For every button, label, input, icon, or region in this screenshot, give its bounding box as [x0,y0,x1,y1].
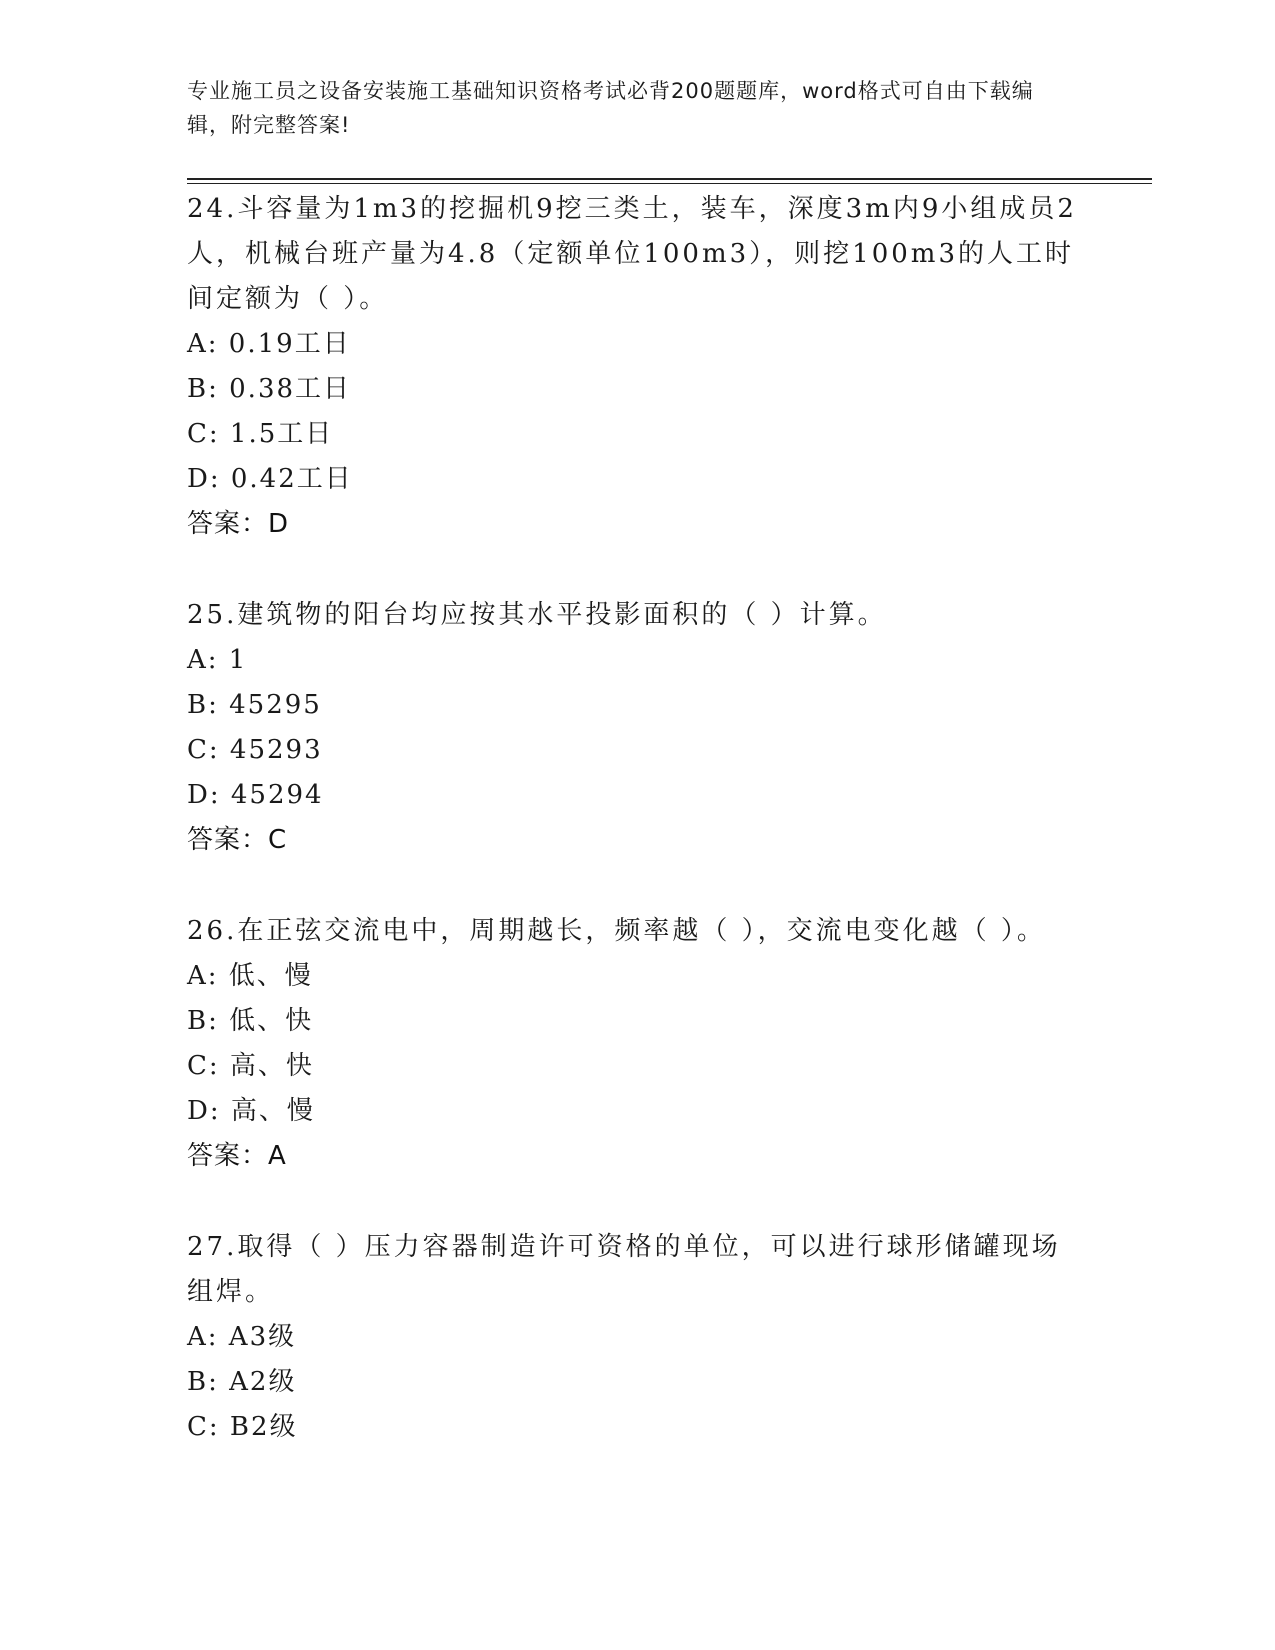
option-a: A: 0.19工日 [187,329,351,359]
question-spacer [187,1179,1087,1225]
question-24 [187,187,1087,547]
question-27 [187,1225,1087,1450]
answer-line: 答案：D [187,509,290,539]
answer-line: 答案：A [187,1141,287,1171]
option-c: C: B2级 [187,1412,298,1442]
option-a: A: A3级 [187,1322,297,1352]
option-a: A: 低、慢 [187,961,313,991]
document-header-title: 专业施工员之设备安装施工基础知识资格考试必背200题题库，word格式可自由下载编辑，附完整答案! [187,79,1034,137]
question-list [187,187,1087,1450]
header-divider-thick [187,178,1152,180]
question-stem: 25.建筑物的阳台均应按其水平投影面积的（ ）计算。 [187,600,887,630]
option-d: D: 高、慢 [187,1096,315,1126]
question-stem: 26.在正弦交流电中，周期越长，频率越（ ），交流电变化越（ ）。 [187,916,1046,946]
header-divider-thin [187,183,1152,184]
option-c: C: 1.5工日 [187,419,334,449]
option-a: A: 1 [187,645,248,675]
question-spacer [187,547,1087,593]
question-spacer [187,863,1087,909]
question-stem: 27.取得（ ）压力容器制造许可资格的单位，可以进行球形储罐现场组焊。 [187,1232,1061,1307]
option-b: B: A2级 [187,1367,297,1397]
option-b: B: 低、快 [187,1006,314,1036]
option-c: C: 45293 [187,735,323,765]
question-25 [187,593,1087,863]
option-b: B: 0.38工日 [187,374,352,404]
option-d: D: 45294 [187,780,324,810]
option-c: C: 高、快 [187,1051,314,1081]
question-stem: 24.斗容量为1m3的挖掘机9挖三类土，装车，深度3m内9小组成员2人，机械台班产量为4.8（定额单位100m3），则挖100m3的人工时间定额为（ ）。 [187,194,1077,314]
answer-line: 答案：C [187,825,288,855]
question-26 [187,909,1087,1179]
option-d: D: 0.42工日 [187,464,353,494]
option-b: B: 45295 [187,690,322,720]
